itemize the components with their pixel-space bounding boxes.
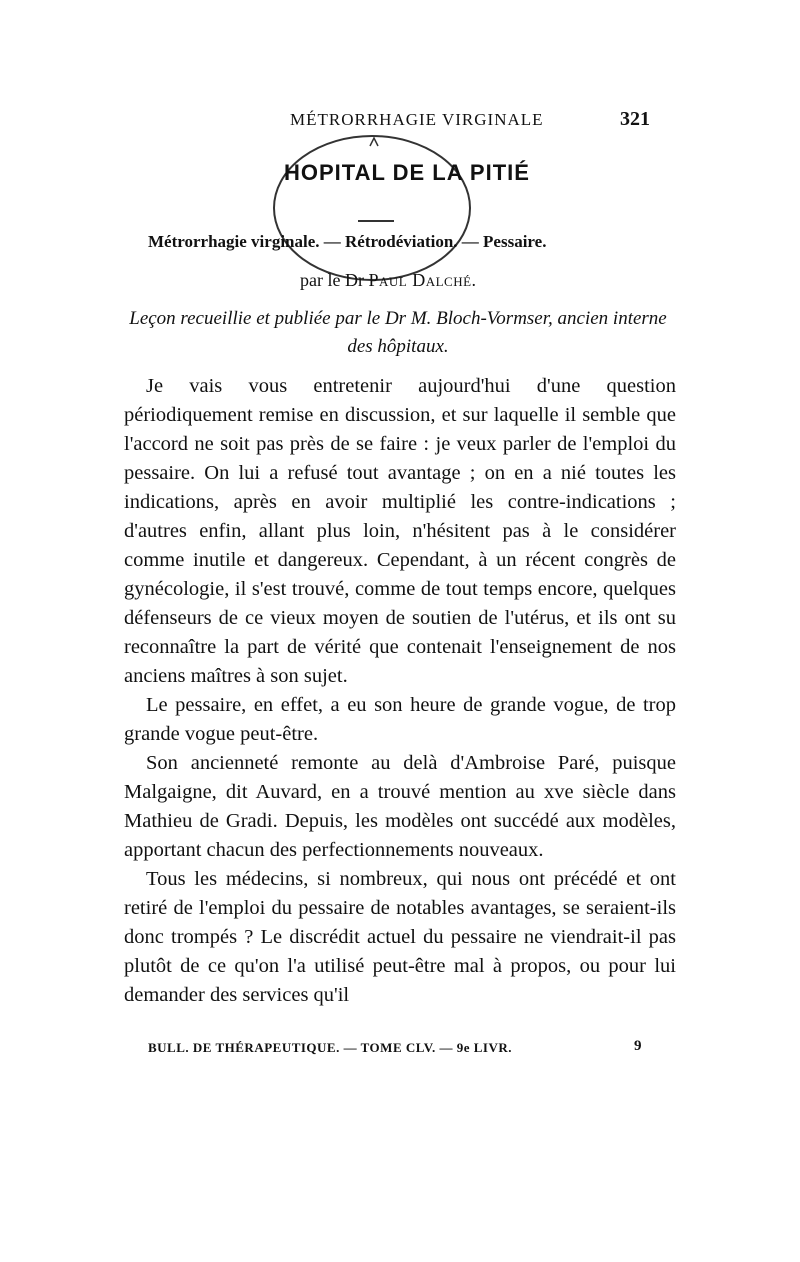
footer-text: BULL. DE THÉRAPEUTIQUE. — TOME CLV. — 9e LIVR.	[148, 1040, 512, 1055]
paragraph: Le pessaire, en effet, a eu son heure de grande vogue, de trop grande vogue peut-être.	[124, 694, 676, 745]
author-name: Paul Dalché.	[368, 270, 477, 290]
paragraph: Je vais vous entretenir aujourd'hui d'une question périodiquement remise en discussion, et sur laquelle il semble que l'accord ne soit pas près de se faire : je veux parler de l'emploi du pessaire. On lui a refusé tout avantage ; on en a nié toutes les indications, après en avoir multiplié les contre-indications ; d'autres enfin, allant plus loin, n'hésitent pas à le considérer comme inutile et dangereux. Cependant, à un récent congrès de gynécologie, il s'est trouvé, comme de tout temps encore, quelques défenseurs de ce vieux moyen de soutien de l'utérus, et ils ont su reconnaître la part de vérité que contenait l'enseignement de nos anciens maîtres à son sujet.	[124, 375, 676, 687]
running-head-title: MÉTRORRHAGIE VIRGINALE	[290, 110, 544, 129]
lecture-note: Leçon recueillie et publiée par le Dr M. Bloch-Vormser, ancien interne des hôpitaux.	[129, 308, 667, 357]
library-stamp-icon	[262, 126, 482, 286]
signature-mark: 9	[634, 1038, 642, 1054]
paragraph: Tous les médecins, si nombreux, qui nous ont précédé et ont retiré de l'emploi du pessaire de notables avantages, se seraient-ils donc trompés ? Le discrédit actuel du pessaire ne viendrait-il pas plutôt de ce qu'on l'a utilisé peut-être mal à propos, ou pour lui demander des services qu'il	[124, 868, 676, 1006]
body-text	[124, 372, 676, 1010]
stamp-text: HOPITAL DE LA PITIÉ	[284, 160, 530, 185]
page-number: 321	[620, 108, 650, 130]
paragraph: Son ancienneté remonte au delà d'Ambroise Paré, puisque Malgaigne, dit Auvard, en a trouvé mention au xve siècle dans Mathieu de Gradi. Depuis, les modèles ont succédé aux modèles, apportant chacun des perfectionnements nouveaux.	[124, 752, 676, 861]
footer	[148, 1040, 658, 1056]
author-prefix: par le Dr	[300, 270, 364, 290]
author-line	[300, 270, 477, 291]
article-title: Métrorrhagie virginale. — Rétrodéviation. — Pessaire.	[148, 232, 547, 251]
